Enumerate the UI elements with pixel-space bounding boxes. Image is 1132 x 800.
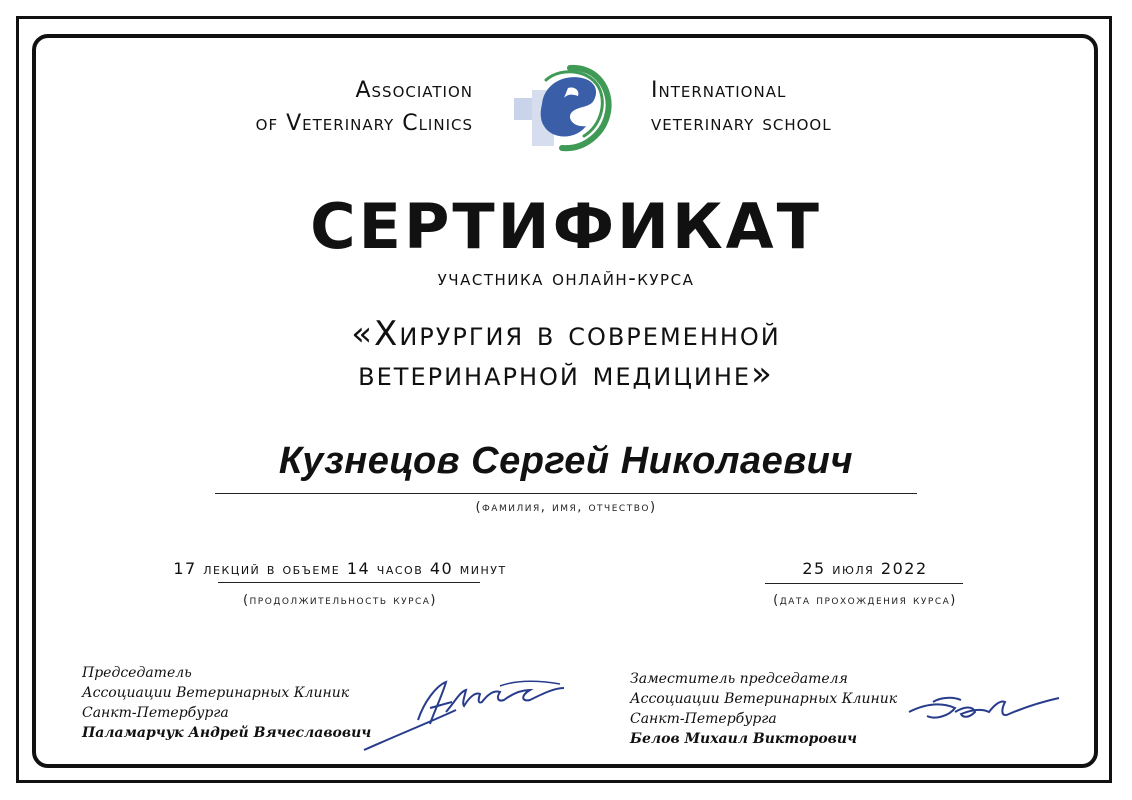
org-left-line-2: of Veterinary Clinics (255, 111, 473, 136)
duration-underline (218, 582, 480, 583)
course-title (0, 314, 1132, 394)
recipient-caption: (фамилия, имя, отчество) (475, 500, 657, 515)
org-right-line-2: veterinary school (651, 111, 832, 136)
signature-left-icon (360, 672, 570, 756)
signatory-left-position: Председатель (82, 665, 192, 681)
clinic-logo-icon (512, 60, 620, 152)
signatory-right-position: Заместитель председателя (630, 671, 848, 687)
signatory-left-org: Ассоциации Ветеринарных Клиник (82, 685, 350, 701)
certificate-title: СЕРТИФИКАТ (310, 190, 822, 263)
signatory-right-name: Белов Михаил Викторович (630, 731, 858, 747)
org-left (256, 74, 473, 140)
course-duration: 17 лекций в объеме 14 часов 40 минут (173, 559, 507, 578)
org-right-line-1: International (651, 78, 787, 103)
signatory-right-org: Ассоциации Ветеринарных Клиник (630, 691, 898, 707)
org-left-line-1: Association (355, 78, 473, 103)
signatory-left-city: Санкт-Петербурга (82, 705, 229, 721)
date-underline (765, 583, 963, 584)
signature-right-icon (905, 690, 1065, 730)
duration-caption: (продолжительность курса) (242, 593, 438, 608)
course-title-line-2: ветеринарной медицине» (358, 354, 774, 394)
signatory-left-name: Паламарчук Андрей Вячеславович (82, 725, 372, 741)
signatory-left (82, 663, 371, 743)
signatory-right (630, 669, 897, 749)
recipient-underline (215, 493, 917, 494)
course-title-line-1: «Хирургия в современной (351, 314, 781, 354)
certificate-subtitle: участника онлайн-курса (437, 266, 695, 290)
org-right (651, 74, 832, 140)
date-caption: (дата прохождения курса) (773, 593, 957, 608)
course-date: 25 июля 2022 (802, 559, 928, 578)
signatory-right-city: Санкт-Петербурга (630, 711, 777, 727)
recipient-name: Кузнецов Сергей Николаевич (278, 440, 854, 482)
